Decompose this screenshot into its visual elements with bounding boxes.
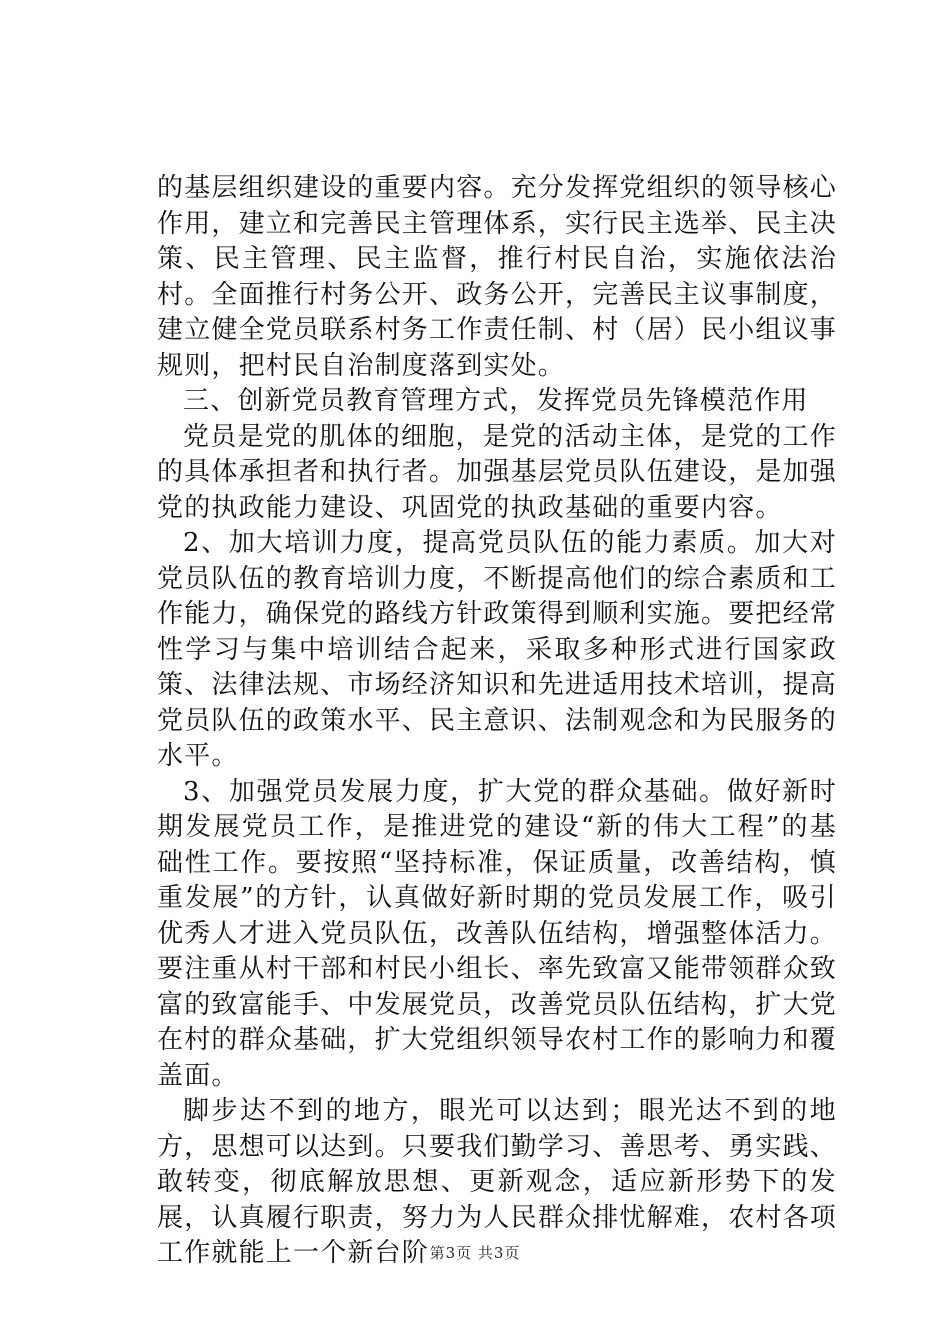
paragraph: 2、加大培训力度，提高党员队伍的能力素质。加大对党员队伍的教育培训力度，不断提高他们的综合素质和工作能力，确保党的路线方针政策得到顺利实施。要把经常性学习与集中培训结合起来，采取多种形式进行国家政策、法律法规、市场经济知识和先进适用技术培训，提高党员队伍的政策水平、民主意识、法制观念和为民服务的水平。	[157, 528, 838, 771]
paragraph: 3、加强党员发展力度，扩大党的群众基础。做好新时期发展党员工作，是推进党的建设“新的伟大工程”的基础性工作。要按照“坚持标准，保证质量，改善结构，慎重发展”的方针，认真做好新时期的党员发展工作，吸引优秀人才进入党员队伍，改善队伍结构，增强整体活力。要注重从村干部和村民小组长、率先致富又能带领群众致富的致富能手、中发展党员，改善党员队伍结构，扩大党在村的群众基础，扩大党组织领导农村工作的影响力和覆盖面。	[157, 776, 838, 1091]
page-number-footer: 第3页 共3页	[429, 1244, 521, 1262]
paragraph-continuation: 的基层组织建设的重要内容。充分发挥党组织的领导核心作用，建立和完善民主管理体系，实行民主选举、民主决策、民主管理、民主监督，推行村民自治，实施依法治村。全面推行村务公开、政务公开，完善民主议事制度，建立健全党员联系村务工作责任制、村（居）民小组议事规则，把村民自治制度落到实处。	[157, 173, 838, 381]
paragraph: 脚步达不到的地方，眼光可以达到；眼光达不到的地方，思想可以达到。只要我们勤学习、善思考、勇实践、敢转变，彻底解放思想、更新观念，适应新形势下的发展，认真履行职责，努力为人民群众排忧解难，农村各项工作就能上一个新台阶	[157, 1096, 838, 1268]
paragraph: 党员是党的肌体的细胞，是党的活动主体，是党的工作的具体承担者和执行者。加强基层党员队伍建设，是加强党的执政能力建设、巩固党的执政基础的重要内容。	[157, 421, 838, 523]
document-body	[157, 171, 837, 1272]
section-heading: 三、创新党员教育管理方式，发挥党员先锋模范作用	[183, 386, 809, 416]
